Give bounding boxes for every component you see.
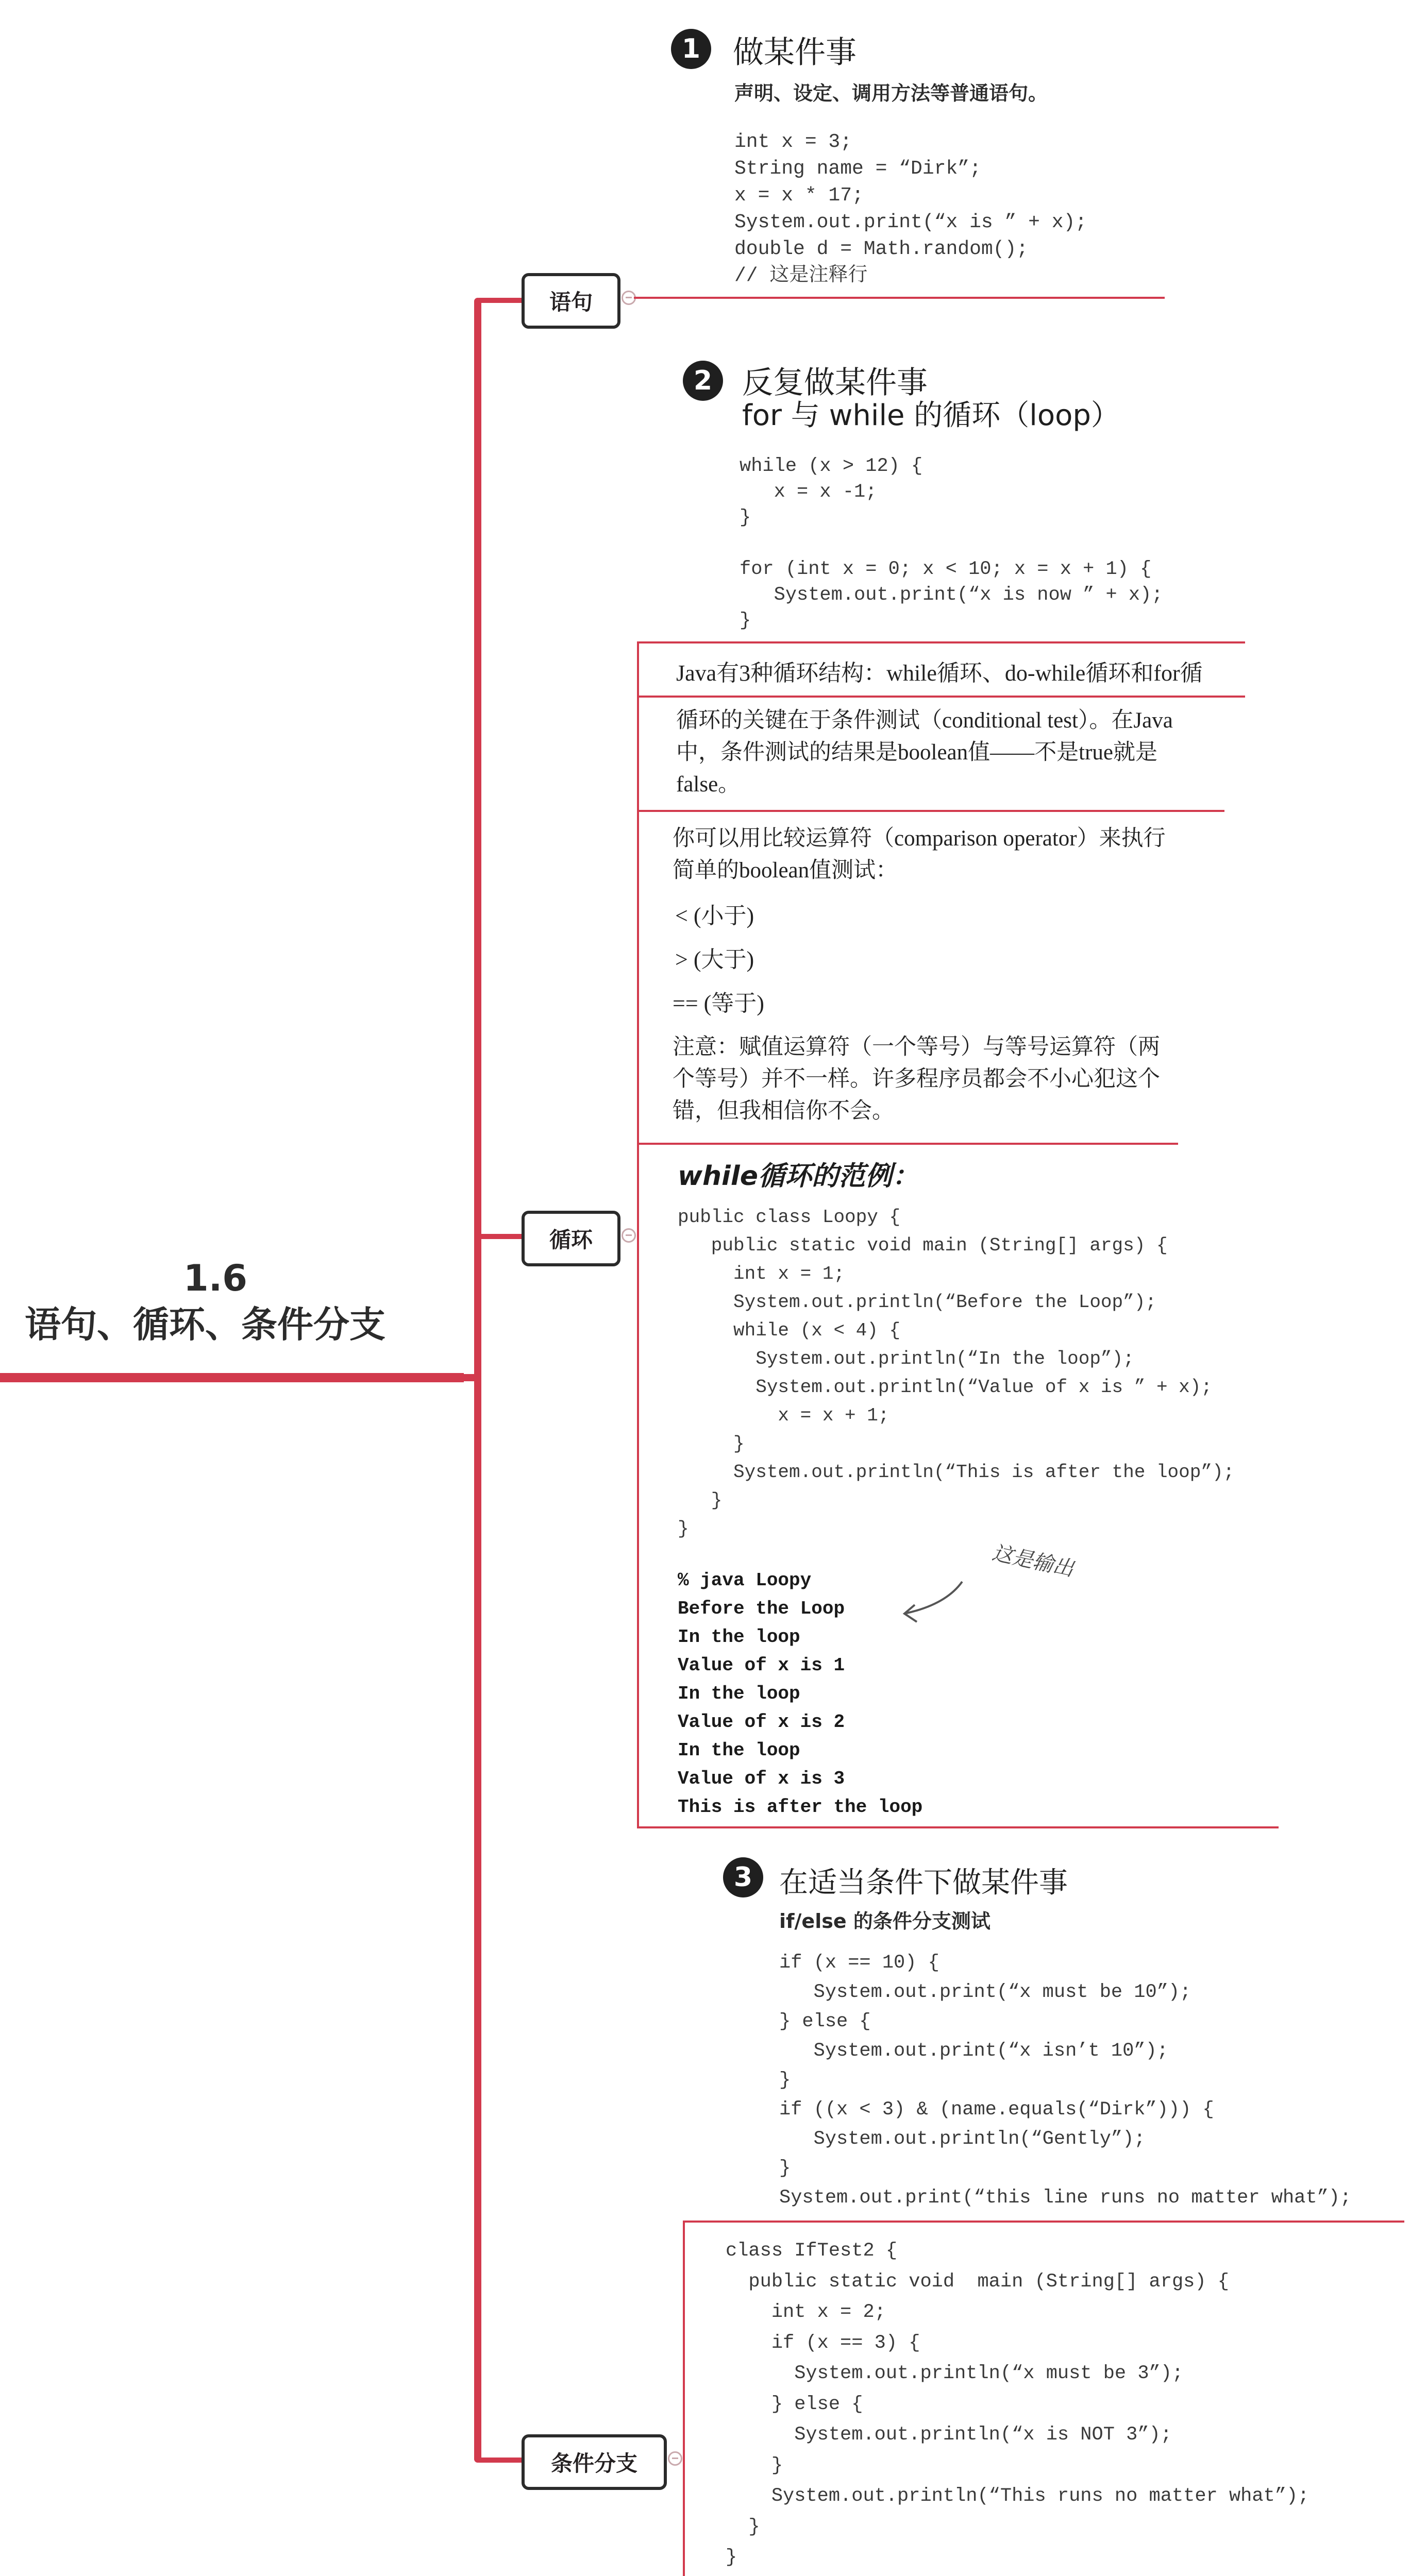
section2-title-line2: for 与 while 的循环（loop）	[742, 399, 1120, 432]
if-example-code: class IfTest2 { public static void main (String[] args) { int x = 2; if (x == 3) { System.out.println(“x must be 3”); } else { System.out.println(“x is NOT 3”); } System.out.println(“This runs no matter what”); } }	[726, 2240, 1310, 2568]
loop-note3-bottom	[637, 1143, 1178, 1145]
trunk-connector	[464, 1374, 481, 1381]
if-example-frame	[683, 2221, 685, 2576]
root-number: 1.6	[183, 1257, 248, 1299]
section1-underline	[634, 297, 1165, 299]
root-underline	[0, 1373, 464, 1382]
annotation-arrow-icon	[899, 1577, 966, 1628]
loop-notes-frame	[637, 641, 639, 1828]
loop-note-3-intro: 你可以用比较运算符（comparison operator）来执行简单的boolean值测试：	[673, 826, 1166, 883]
loop-note-2: 循环的关键在于条件测试（conditional test）。在Java中，条件测试的结果是boolean值——不是true就是false。	[676, 708, 1173, 796]
node-statements[interactable]: 语句	[522, 273, 620, 329]
loop-note1-bottom	[637, 696, 1245, 698]
trunk-to-conditionals	[474, 2458, 524, 2463]
node-conditionals[interactable]: 条件分支	[522, 2434, 667, 2490]
section3-code: if (x == 10) { System.out.print(“x must be 10”); } else { System.out.print(“x isn’t 10”); } if ((x < 3) & (name.equals(“Dirk”))) { System.out.println(“Gently”); } System.out.print(“this line runs no matter what”);	[779, 1952, 1352, 2209]
loop-note-1: Java有3种循环结构：while循环、do-while循环和for循	[676, 660, 1203, 686]
step-2-icon: 2	[683, 361, 723, 401]
while-example-heading: while循环的范例：	[678, 1161, 919, 1192]
while-output-annotation: 这是输出	[990, 1540, 1076, 1582]
section3-subtitle: if/else 的条件分支测试	[779, 1910, 990, 1933]
section2-title-line1: 反复做某件事	[742, 365, 928, 401]
operator-equals: == (等于)	[673, 991, 764, 1016]
loop-note2-bottom	[637, 810, 1224, 812]
trunk-to-statements	[474, 298, 524, 303]
operator-less-than: < (小于)	[675, 903, 754, 928]
loop-frame-bottom	[637, 1826, 1279, 1828]
collapse-conditionals-icon[interactable]	[668, 2451, 682, 2466]
step-1-icon: 1	[671, 29, 711, 69]
section1-title: 做某件事	[733, 35, 857, 71]
section3-title: 在适当条件下做某件事	[779, 1866, 1068, 1900]
if-frame-top	[683, 2221, 1404, 2223]
trunk-to-loops	[474, 1234, 524, 1239]
root-title: 语句、循环、条件分支	[25, 1303, 385, 1346]
collapse-loops-icon[interactable]	[622, 1228, 636, 1243]
node-loops[interactable]: 循环	[522, 1211, 620, 1266]
while-example-code: public class Loopy { public static void main (String[] args) { int x = 1; System.out.println(“Before the Loop”); while (x < 4) { System.out.println(“In the loop”); System.out.println(“Value of x is ” + x); x = x + 1; } System.out.println(“This is after the loop”); } }	[678, 1207, 1235, 1539]
section2-code: while (x > 12) { x = x -1; } for (int x = 0; x < 10; x = x + 1) { System.out.print(“x is now ” + x); }	[740, 455, 1163, 632]
loop-note-warning: 注意：赋值运算符（一个等号）与等号运算符（两个等号）并不一样。许多程序员都会不小心犯这个错，但我相信你不会。	[673, 1035, 1160, 1123]
section1-code: int x = 3; String name = “Dirk”; x = x * 17; System.out.print(“x is ” + x); double d = Math.random(); // 这是注释行	[734, 131, 1087, 287]
operator-greater-than: > (大于)	[675, 947, 754, 972]
loop-note1-top	[637, 641, 1245, 643]
section1-subtitle: 声明、设定、调用方法等普通语句。	[734, 82, 1048, 105]
while-example-output: % java Loopy Before the Loop In the loop Value of x is 1 In the loop Value of x is 2 In the loop Value of x is 3 This is after the loop	[678, 1570, 923, 1818]
step-3-icon: 3	[723, 1857, 763, 1897]
